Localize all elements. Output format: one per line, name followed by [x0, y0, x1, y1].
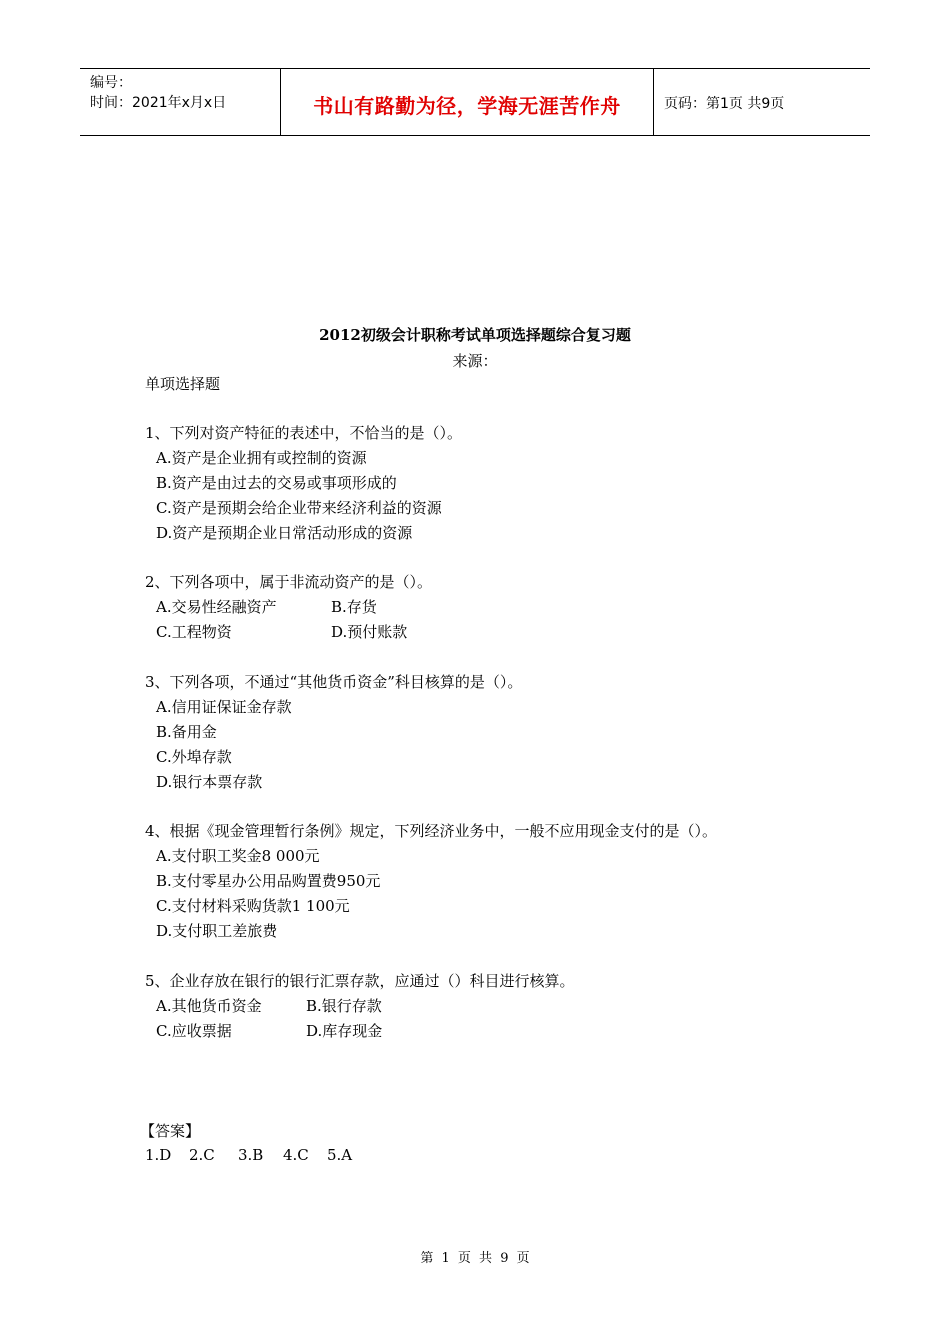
question-4-option-b: B.支付零星办公用品购置费950元 — [156, 872, 381, 890]
question-4-option-c: C.支付材料采购货款1 100元 — [156, 897, 350, 915]
question-1-option-d: D.资产是预期企业日常活动形成的资源 — [156, 524, 413, 542]
question-4-option-d: D.支付职工差旅费 — [156, 922, 278, 940]
question-3-stem: 3、下列各项，不通过“其他货币资金”科目核算的是（）。 — [145, 673, 523, 691]
header-meta-cell — [80, 69, 281, 135]
header-page-label: 页码：第1页 共9页 — [664, 96, 785, 112]
question-2-option-a: A.交易性经融资产 — [156, 598, 277, 616]
answer-item: 4.C — [283, 1146, 309, 1164]
question-2-option-b: B.存货 — [331, 598, 377, 616]
question-3-option-a: A.信用证保证金存款 — [156, 698, 292, 716]
question-1-option-b: B.资产是由过去的交易或事项形成的 — [156, 474, 397, 492]
question-2-option-d: D.预付账款 — [331, 623, 408, 641]
question-2-option-c: C.工程物资 — [156, 623, 232, 641]
header-time-label: 时间：2021年x月x日 — [90, 95, 227, 111]
header-number-label: 编号： — [90, 75, 132, 91]
question-2-stem: 2、下列各项中，属于非流动资产的是（）。 — [145, 573, 433, 591]
question-4-option-a: A.支付职工奖金8 000元 — [156, 847, 320, 865]
header-motto: 书山有路勤为径，学海无涯苦作舟 — [281, 69, 654, 135]
document-source: 来源： — [452, 352, 498, 370]
question-5-option-a: A.其他货币资金 — [156, 997, 262, 1015]
question-1-stem: 1、下列对资产特征的表述中，不恰当的是（）。 — [145, 424, 463, 442]
document-title: 2012初级会计职称考试单项选择题综合复习题 — [319, 326, 631, 344]
question-1-option-a: A.资产是企业拥有或控制的资源 — [156, 449, 367, 467]
question-5-option-d: D.库存现金 — [306, 1022, 383, 1040]
question-5-option-c: C.应收票据 — [156, 1022, 232, 1040]
section-heading: 单项选择题 — [145, 375, 221, 393]
answer-item: 2.C — [189, 1146, 215, 1164]
answer-item: 5.A — [327, 1146, 353, 1164]
question-4-stem: 4、根据《现金管理暂行条例》规定，下列经济业务中，一般不应用现金支付的是（）。 — [145, 822, 718, 840]
question-5-option-b: B.银行存款 — [306, 997, 382, 1015]
page-footer: 第 1 页 共 9 页 — [420, 1251, 530, 1266]
answer-item: 3.B — [238, 1146, 264, 1164]
question-1-option-c: C.资产是预期会给企业带来经济利益的资源 — [156, 499, 442, 517]
question-3-option-b: B.备用金 — [156, 723, 217, 741]
question-5-stem: 5、企业存放在银行的银行汇票存款，应通过（）科目进行核算。 — [145, 972, 575, 990]
question-3-option-d: D.银行本票存款 — [156, 773, 263, 791]
answer-item: 1.D — [145, 1146, 172, 1164]
question-3-option-c: C.外埠存款 — [156, 748, 232, 766]
page-header — [80, 68, 870, 136]
answers-label: 【答案】 — [140, 1122, 201, 1140]
